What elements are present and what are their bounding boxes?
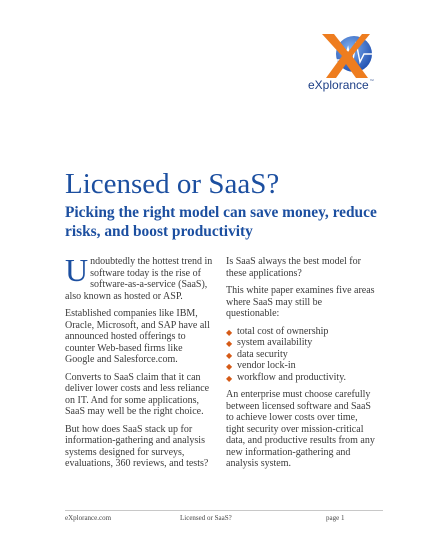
list-item: ◆ vendor lock-in (226, 360, 296, 371)
list-item: ◆ system availability (226, 337, 313, 348)
document-subtitle: Picking the right model can save money, reduce risks, and boost productivity (65, 204, 377, 240)
intro-paragraph: Undoubtedly the hottest trend in software today is the rise of software-as-a-service (SaaS), also known as hosted or ASP. (65, 252, 213, 302)
diamond-bullet-icon: ◆ (226, 339, 233, 348)
drop-cap: U (65, 252, 89, 288)
diamond-bullet-icon: ◆ (226, 362, 233, 371)
list-item: ◆ workflow and productivity. (226, 371, 347, 383)
footer-page-number: page 1 (326, 514, 345, 522)
diamond-bullet-icon: ◆ (226, 327, 233, 337)
explorance-x-mark-icon (318, 30, 380, 82)
footer-site: eXplorance.com (65, 514, 112, 522)
list-item: ◆ total cost of ownership (226, 325, 329, 337)
logo-wordmark: eXplorance™ (308, 78, 374, 92)
list-item: ◆ data security (226, 348, 288, 360)
paragraph-white-paper: This white paper examines five areas where SaaS may still be questionable: (226, 285, 375, 319)
paragraph-best-model: Is SaaS always the best model for these applications? (226, 256, 361, 279)
paragraph-converts: Converts to SaaS claim that it can deliver lower costs and less reliance on IT. And for some applications, SaaS may well be the right choice. (65, 371, 210, 417)
document-title: Licensed or SaaS? (65, 168, 280, 200)
diamond-bullet-icon: ◆ (226, 373, 233, 383)
paragraph-question: But how does SaaS stack up for information-gathering and analysis systems designed for surveys, evaluations, 360 reviews, and tests? (65, 423, 209, 469)
paragraph-enterprise: An enterprise must choose carefully between licensed software and SaaS to achieve lower costs over time, tight security over mission-critical data, and productive results from any new information-gathering and analysis system. (226, 389, 375, 469)
left-column (65, 252, 213, 476)
right-column (226, 256, 376, 476)
paragraph-established: Established companies like IBM, Oracle, Microsoft, and SAP have all announced hosted offerings to counter Web-based firms like Google and Salesforce.com. (65, 308, 210, 365)
areas-list (226, 326, 376, 384)
footer-doc-title: Licensed or SaaS? (180, 514, 232, 522)
diamond-bullet-icon: ◆ (226, 350, 233, 360)
footer-divider (65, 510, 383, 511)
explorance-logo (308, 30, 390, 96)
